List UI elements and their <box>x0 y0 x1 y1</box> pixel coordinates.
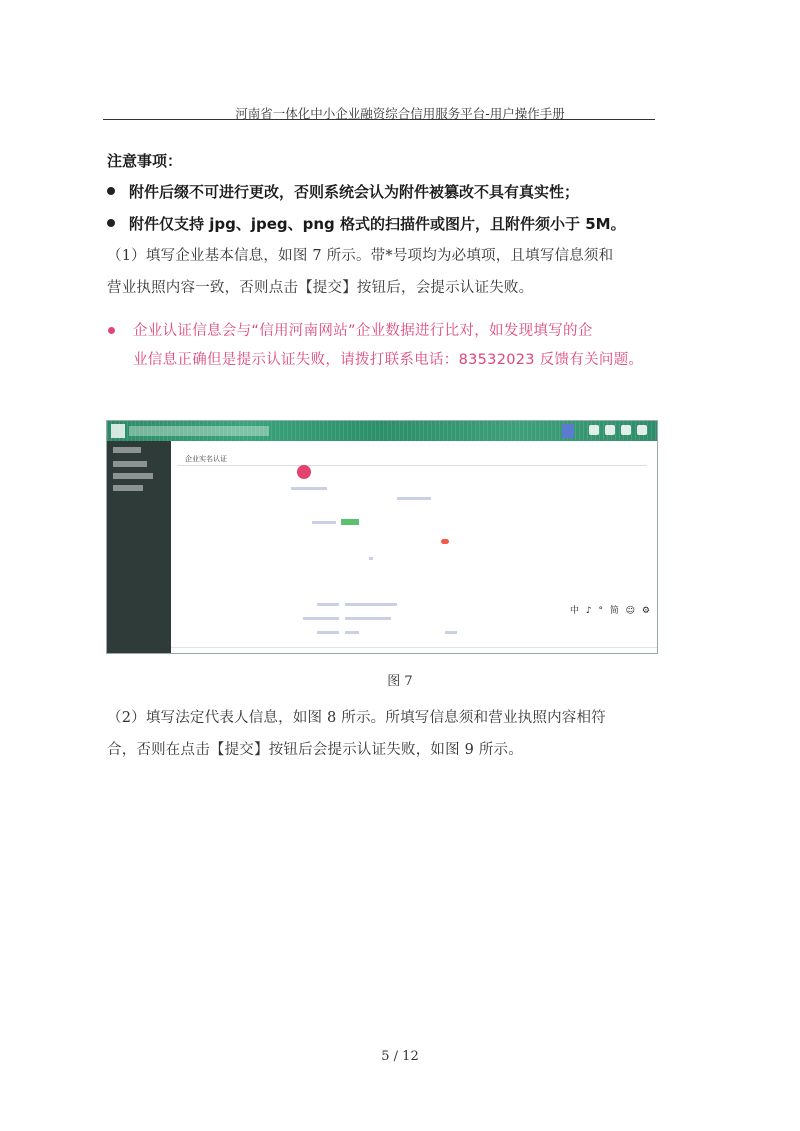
screenshot-topbar-icons <box>589 425 647 435</box>
faint-label <box>303 617 339 620</box>
faint-value <box>345 631 359 634</box>
notes-heading: 注意事项： <box>107 152 183 170</box>
note-bullet-text: 附件仅支持 jpg、jpeg、png 格式的扫描件或图片，且附件须小于 5M。 <box>129 215 626 233</box>
faint-value <box>345 603 397 606</box>
faint-mark <box>369 557 373 560</box>
warning-line-2: 业信息正确但是提示认证失败，请拨打联系电话：83532023 反馈有关问题。 <box>133 352 644 368</box>
note-bullet-text: 附件后缀不可进行更改，否则系统会认为附件被篡改不具有真实性； <box>129 183 580 201</box>
sidebar-item <box>113 447 141 453</box>
screenshot-heading-divider <box>177 465 647 466</box>
warning-line-1: 企业认证信息会与“信用河南网站”企业数据进行比对，如发现填写的企 <box>133 323 593 339</box>
faint-label <box>291 487 327 490</box>
faint-label <box>312 521 336 524</box>
faint-label <box>397 497 431 500</box>
step2-line-2: 合，否则在点击【提交】按钮后会提示认证失败，如图 9 所示。 <box>107 742 523 758</box>
sidebar-item <box>113 461 147 467</box>
power-icon <box>621 425 631 435</box>
screenshot-bottom-divider <box>171 647 657 648</box>
faint-value <box>445 631 457 634</box>
step1-line-2: 营业执照内容一致，否则点击【提交】按钮后，会提示认证失败。 <box>107 280 534 296</box>
document-header-title: 河南省一体化中小企业融资综合信用服务平台-用户操作手册 <box>235 106 565 121</box>
sidebar-item <box>113 485 143 491</box>
warning-bullet-icon <box>108 327 115 334</box>
step1-paragraph <box>107 240 663 304</box>
menu-icon <box>637 425 647 435</box>
input-method-toolbar: 中 ♪ ° 简 ☺ ⚙ <box>570 606 652 616</box>
platform-logo-icon <box>111 424 125 438</box>
screenshot-page-heading: 企业实名认证 <box>185 455 227 463</box>
bullet-icon <box>107 187 115 195</box>
step2-paragraph <box>107 702 663 766</box>
refresh-icon <box>605 425 615 435</box>
field-highlight <box>341 519 359 525</box>
sidebar-item <box>113 473 153 479</box>
user-avatar-icon <box>562 424 574 438</box>
figure-caption: 图 7 <box>387 674 413 689</box>
bullet-icon <box>107 219 115 227</box>
screenshot-app-title <box>129 426 269 436</box>
step1-line-1: （1）填写企业基本信息，如图 7 所示。带*号项均为必填项，且填写信息须和 <box>107 248 614 264</box>
figure-7-screenshot <box>106 420 658 654</box>
faint-label <box>317 603 339 606</box>
screenshot-sidebar <box>107 441 171 653</box>
upload-marker-icon <box>297 465 311 479</box>
note-bullet-2 <box>107 213 626 234</box>
step2-line-1: （2）填写法定代表人信息，如图 8 所示。所填写信息须和营业执照内容相符 <box>107 710 606 726</box>
faint-label <box>317 631 339 634</box>
faint-value <box>345 617 391 620</box>
page-number: 5 / 12 <box>381 1049 419 1064</box>
error-indicator <box>441 539 449 544</box>
settings-icon <box>589 425 599 435</box>
note-bullet-1 <box>107 181 579 202</box>
header-divider <box>103 119 655 120</box>
